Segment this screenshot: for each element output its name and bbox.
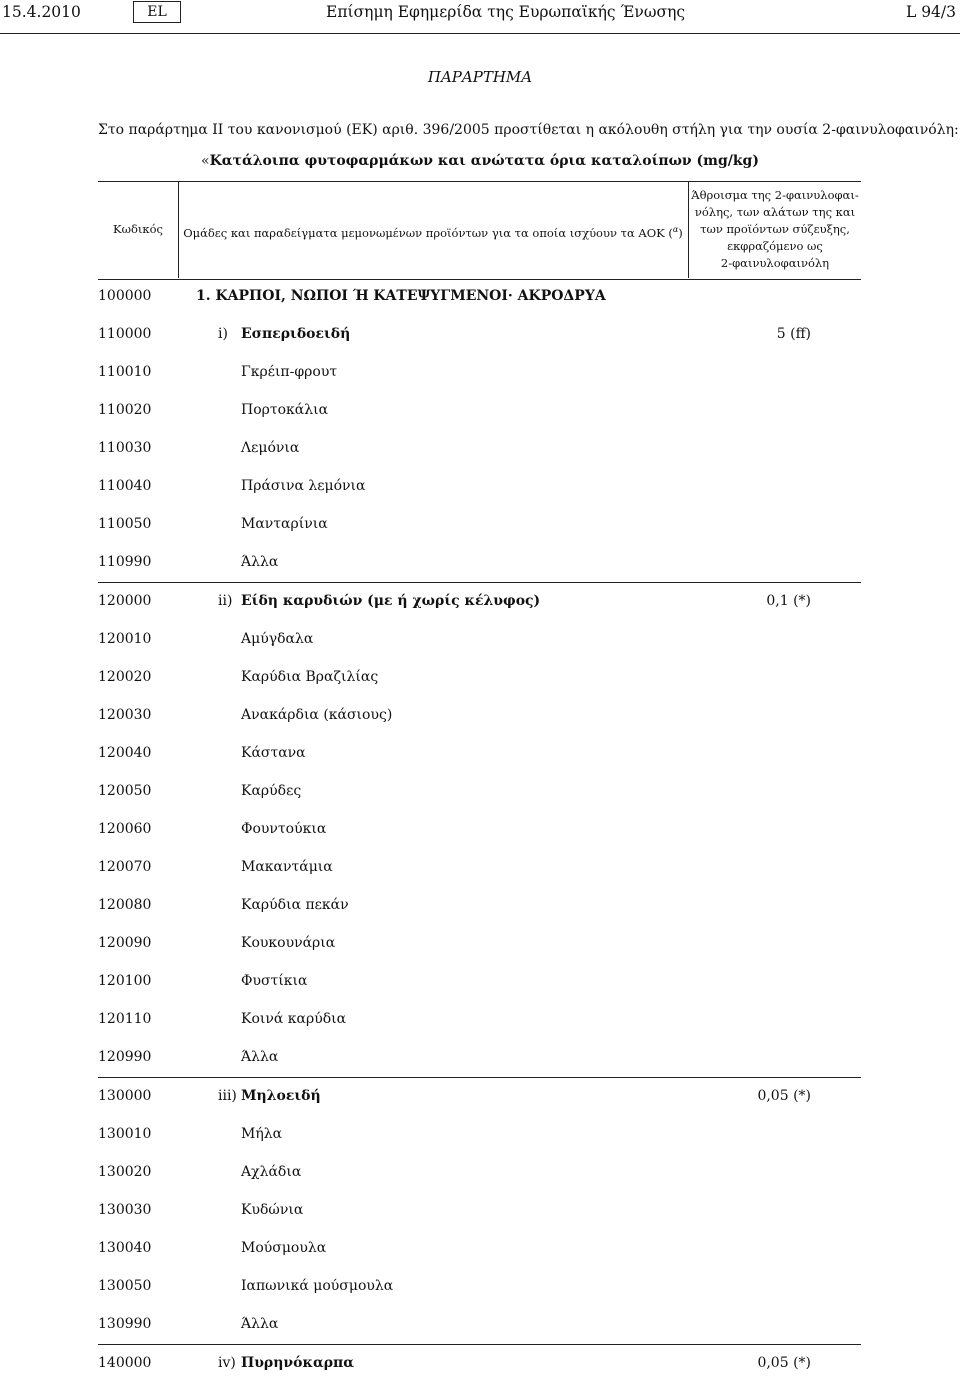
row-code: 110020: [98, 402, 152, 418]
table-row: [98, 1116, 861, 1154]
column-header-groups-text: Ομάδες και παραδείγματα μεμονωμένων προϊόντων για τα οποία ισχύουν τα ΑΟΚ (: [183, 225, 673, 240]
table-row: [98, 849, 861, 887]
residue-line: 2-φαινυλοφαινόλη: [720, 256, 830, 270]
table-row: [98, 354, 861, 392]
row-name: Μανταρίνια: [241, 516, 328, 532]
row-code: 100000: [98, 288, 152, 304]
journal-title: Επίσημη Εφημερίδα της Ευρωπαϊκής Ένωσης: [326, 3, 686, 21]
row-code: 130050: [98, 1278, 152, 1294]
intro-text: Στο παράρτημα II του κανονισμού (ΕΚ) αριθ. 396/2005 προστίθεται η ακόλουθη στήλη για την ουσία 2-φαινυλοφαινόλη:: [98, 122, 959, 138]
table-row: [98, 811, 861, 849]
table-row: [98, 582, 861, 621]
table-title-quote: «: [201, 153, 210, 169]
row-code: 130000: [98, 1088, 152, 1104]
row-code: 120090: [98, 935, 152, 951]
row-code: 130020: [98, 1164, 152, 1180]
row-code: 110990: [98, 554, 152, 570]
row-code: 120110: [98, 1011, 152, 1027]
column-header-groups-end: ): [678, 225, 683, 240]
row-mrl-value: 0,05 (*): [757, 1088, 811, 1104]
table-row: [98, 659, 861, 697]
row-code: 120020: [98, 669, 152, 685]
row-name: Καρύδια Βραζιλίας: [241, 669, 379, 685]
row-name: Αμύγδαλα: [241, 631, 314, 647]
row-name: Εσπεριδοειδή: [241, 326, 351, 342]
row-name: Μήλα: [241, 1126, 283, 1142]
row-code: 110010: [98, 364, 152, 380]
table-body: [98, 278, 861, 1383]
row-name: Είδη καρυδιών (με ή χωρίς κέλυφος): [241, 593, 541, 609]
residue-line: των προϊόντων σύζευξης,: [700, 222, 850, 236]
table-row: [98, 1001, 861, 1039]
row-name: Καρύδες: [241, 783, 302, 799]
row-name: Άλλα: [241, 554, 279, 570]
row-code: 130990: [98, 1316, 152, 1332]
table-row: [98, 1039, 861, 1077]
table-row: [98, 506, 861, 544]
table-row: [98, 1077, 861, 1116]
table-row: [98, 735, 861, 773]
table-row: [98, 697, 861, 735]
row-mrl-value: 0,1 (*): [766, 593, 811, 609]
row-name: Κουκουνάρια: [241, 935, 336, 951]
row-name: Πυρηνόκαρπα: [241, 1355, 355, 1371]
row-name: Πράσινα λεμόνια: [241, 478, 366, 494]
row-name: Ιαπωνικά μούσμουλα: [241, 1278, 394, 1294]
row-code: 120990: [98, 1049, 152, 1065]
table-row: [98, 1268, 861, 1306]
annex-title: ΠΑΡΑΡΤΗΜΑ: [427, 68, 533, 86]
row-name: Πορτοκάλια: [241, 402, 329, 418]
row-code: 110030: [98, 440, 152, 456]
row-name: Φουντούκια: [241, 821, 327, 837]
language-badge: EL: [133, 1, 181, 23]
table-row: [98, 1230, 861, 1268]
row-code: 120040: [98, 745, 152, 761]
row-code: 110050: [98, 516, 152, 532]
row-code: 130010: [98, 1126, 152, 1142]
table-row: [98, 392, 861, 430]
row-code: 120010: [98, 631, 152, 647]
row-code: 130030: [98, 1202, 152, 1218]
table-row: [98, 1154, 861, 1192]
row-name: Μακαντάμια: [241, 859, 333, 875]
row-name: Άλλα: [241, 1049, 279, 1065]
row-group-number: i): [218, 326, 228, 342]
table-row: [98, 1306, 861, 1344]
row-group-number: iv): [218, 1355, 236, 1371]
row-code: 120080: [98, 897, 152, 913]
row-name: Γκρέιπ-φρουτ: [241, 364, 338, 380]
table-row: [98, 1344, 861, 1383]
row-code: 130040: [98, 1240, 152, 1256]
row-group-number: ii): [218, 593, 233, 609]
row-code: 110000: [98, 326, 152, 342]
row-name: Ανακάρδια (κάσιους): [241, 707, 393, 723]
table-row: [98, 773, 861, 811]
table-row: [98, 468, 861, 506]
table-row: [98, 621, 861, 659]
table-row: [98, 1192, 861, 1230]
page-header: [0, 0, 960, 34]
table-row: [98, 925, 861, 963]
row-mrl-value: 0,05 (*): [757, 1355, 811, 1371]
column-header-residue: [689, 187, 861, 272]
table-title-text: Κατάλοιπα φυτοφαρμάκων και ανώτατα όρια καταλοίπων (mg/kg): [209, 153, 759, 169]
row-code: 120030: [98, 707, 152, 723]
table-row: [98, 278, 861, 316]
header-date: 15.4.2010: [2, 3, 81, 21]
row-name: Καρύδια πεκάν: [241, 897, 349, 913]
table-row: [98, 963, 861, 1001]
row-code: 120070: [98, 859, 152, 875]
row-code: 120100: [98, 973, 152, 989]
row-name: 1. ΚΑΡΠΟΙ, ΝΩΠΟΙ Ή ΚΑΤΕΨΥΓΜΕΝΟΙ· ΑΚΡΟΔΡΥΑ: [196, 288, 606, 304]
table-title: [0, 153, 960, 169]
row-name: Άλλα: [241, 1316, 279, 1332]
row-mrl-value: 5 (ff): [776, 326, 811, 342]
column-header-code: Κωδικός: [113, 222, 163, 236]
row-name: Κοινά καρύδια: [241, 1011, 347, 1027]
table-row: [98, 544, 861, 582]
row-code: 120050: [98, 783, 152, 799]
residue-line: εκφραζόμενο ως: [727, 239, 823, 253]
footnote-marker: α: [672, 225, 679, 234]
table-row: [98, 316, 861, 354]
row-name: Κάστανα: [241, 745, 306, 761]
residue-line: Άθροισμα της 2-φαινυλοφαι-: [691, 188, 859, 202]
row-name: Λεμόνια: [241, 440, 300, 456]
page-number: L 94/3: [905, 3, 956, 21]
row-name: Μούσμουλα: [241, 1240, 327, 1256]
residue-line: νόλης, των αλάτων της και: [694, 205, 856, 219]
row-name: Κυδώνια: [241, 1202, 304, 1218]
column-header-groups: [178, 221, 688, 242]
row-code: 120060: [98, 821, 152, 837]
row-name: Αχλάδια: [241, 1164, 302, 1180]
row-code: 120000: [98, 593, 152, 609]
table-row: [98, 887, 861, 925]
table-row: [98, 430, 861, 468]
row-code: 110040: [98, 478, 152, 494]
row-name: Φυστίκια: [241, 973, 308, 989]
row-group-number: iii): [218, 1088, 237, 1104]
row-code: 140000: [98, 1355, 152, 1371]
row-name: Μηλοειδή: [241, 1088, 321, 1104]
